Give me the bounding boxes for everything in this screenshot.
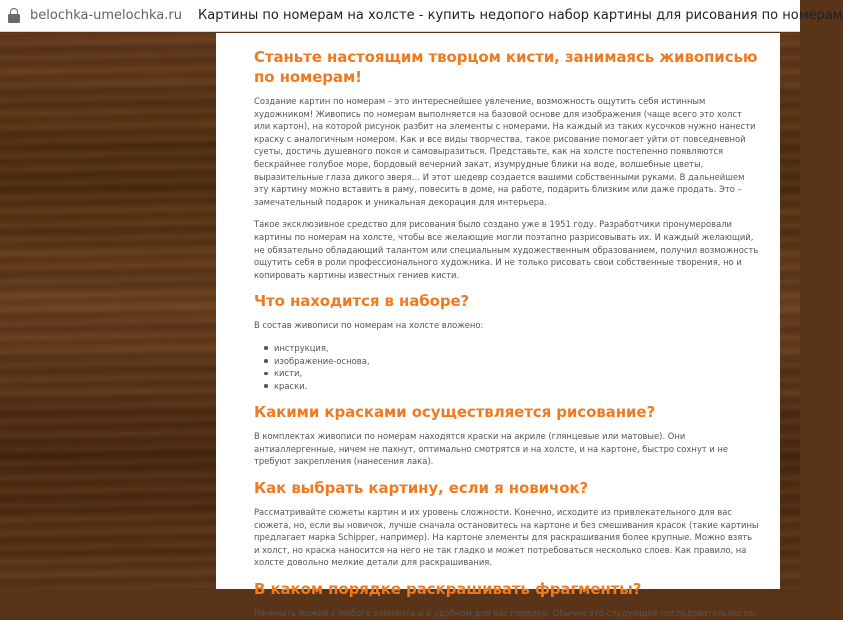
list-item: кисти, [264, 367, 760, 380]
section-heading-beginner: Как выбрать картину, если я новичок? [254, 479, 589, 498]
section-text-beginner: Рассматривайте сюжеты картин и их уровень сложности. Конечно, исходите из привлекательного для вас сюжета, но, если вы новичок, лучше сначала остановитесь на картоне и без смешивания красок (такие картины предлагает марка Schipper, например). На картоне элементы для раскрашивания более крупные. Можно взять и холст, но краска наносится на него не так гладко и может потребоваться несколько слоев. Как правило, на холсте довольно мелкие детали для раскрашивания. [254, 507, 759, 568]
intro-paragraph-1: Создание картин по номерам – это интереснейшее увлечение, возможность ощутить себя истинным художником! Живопись по номерам выполняется на базовой основе для изображения (чаще всего это холст или картон), на которой рисунок разбит на элементы с номерами. На каждый из таких кусочков нужно нанести краску с аналогичным номером. Как и все виды творчества, такое рисование помогает уйти от повседневной суеты, достичь душевного покоя и самовыразиться. Представьте, как на холсте постепенно появляются бескрайнее голубое море, бордовый вечерний закат, изумрудные блики на воде, волшебные цветы, выразительные глаза дикого зверя… И этот шедевр создается вашими собственными руками. В дальнейшем эту картину можно вставить в раму, повесить в доме, на работе, подарить близким или даже продать. Это – замечательный подарок и уникальная декорация для интерьера. [254, 96, 756, 207]
section-text-kit: В состав живописи по номерам на холсте вложено: [254, 320, 484, 331]
wood-background-right [780, 33, 800, 589]
list-item: инструкция, [264, 342, 760, 355]
browser-address-bar[interactable] [0, 0, 843, 32]
section-text-order: Начинать можно с любого элемента и в удобном для вас порядке. Обычно это следующие последовательности: [254, 608, 757, 619]
intro-paragraph-2: Такое эксклюзивное средство для рисования было создано уже в 1951 году. Разработчики пронумеровали картины по номерам на холсте, чтобы все желающие могли поэтапно разрисовывать их. И каждый желающий, не обязательно обладающий талантом или специальным художественным образованием, получил возможность ощутить себя в роли профессионального художника. И не только рисовать свои собственные творения, но и копировать картины известных гениев кисти. [254, 219, 759, 280]
section-heading-paints: Какими красками осуществляется рисование? [254, 403, 656, 422]
section-heading-order: В каком порядке раскрашивать фрагменты? [254, 580, 642, 599]
section-text-paints: В комплектах живописи по номерам находятся краски на акриле (глянцевые или матовые). Они антиаллергенные, ничем не пахнут, оптимально смотрятся и на холсте, и на картоне, быстро сохнут и не требуют закрепления (нанесения лака). [254, 431, 729, 467]
article-heading: Станьте настоящим творцом кисти, занимаясь живописью по номерам! [254, 48, 758, 86]
page-title: Картины по номерам на холсте - купить недопого набор картины для рисования по номерам [198, 8, 843, 23]
list-item: краски. [264, 380, 760, 393]
article-content [216, 33, 780, 619]
wood-background-left [0, 33, 216, 589]
site-host[interactable]: belochka-umelochka.ru [30, 8, 182, 23]
lock-icon[interactable] [0, 0, 26, 32]
kit-contents-list [264, 342, 760, 392]
list-item: изображение-основа, [264, 355, 760, 368]
section-heading-kit: Что находится в наборе? [254, 292, 470, 311]
